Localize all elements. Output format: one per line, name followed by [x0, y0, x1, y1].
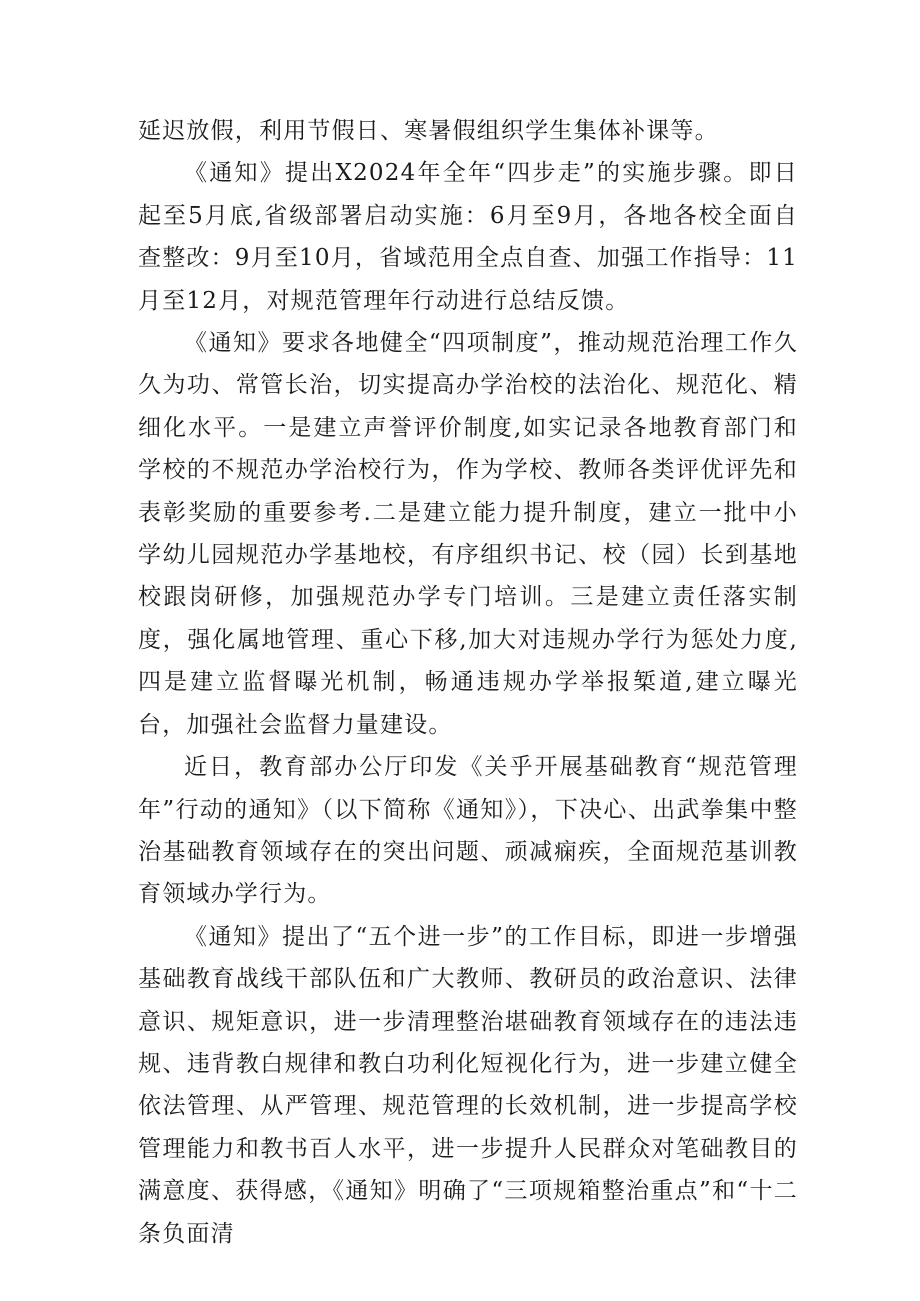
paragraph-notice-issued: 近日，教育部办公厅印发《关乎开展基础教育“规范管理年”行动的通知》（以下简称《通知》），下决心、出武拳集中整治基础教育领域存在的突出问题、顽减痫疾，全面规范基训教育领域办学行为。: [138, 754, 798, 908]
paragraph-four-systems: 《通知》要求各地健全“四项制度”，推动规范治理工作久久为功、常管长治，切实提高办学治校的法治化、规范化、精细化水平。一是建立声誉评价制度,如实记录各地教育部门和学校的不规范办学治校行为，作为学校、教师各类评优评先和表彰奖励的重要参考.二是建立能力提升制度，建立一批中小学幼儿园规范办学基地校，有序组织书记、校（园）长到基地校跟岗研修，加强规范办学专门培训。三是建立责任落实制度，强化属地管理、重心下移,加大对违规办学行为惩处力度,四是建立监督曝光机制，畅通违规办学举报椠道,建立曝光台，加强社会监督力量建设。: [138, 330, 798, 738]
paragraph-continuation: 延迟放假，利用节假日、寒暑假组织学生集体补课等。: [138, 118, 719, 144]
paragraph-five-goals: 《通知》提出了“五个进一步”的工作目标，即进一步增强基础教育战线干部队伍和广大教师、教研员的政治意识、法律意识、规矩意识，进一步清理整治堪础教育领域存在的违法违规、违背教白规律和教白功利化短视化行为，进一步建立健全依法管理、从严管理、规范管理的长效机制，进一步提高学校管理能力和教书百人水平，进一步提升人民群众对笔础教目的满意度、获得感，《通知》明确了“三项规箱整治重点”和“十二条负面清: [138, 923, 798, 1247]
document-body: [138, 110, 798, 1255]
paragraph-implementation-steps: 《通知》提出X2024年全年“四步走”的实施步骤。即日起至5月底,省级部署启动实施：6月至9月，各地各校全面自查整改：9月至10月，省域范用全点自查、加强工作指导：11月至12月，对规范管理年行动进行总结反馈。: [138, 160, 798, 314]
